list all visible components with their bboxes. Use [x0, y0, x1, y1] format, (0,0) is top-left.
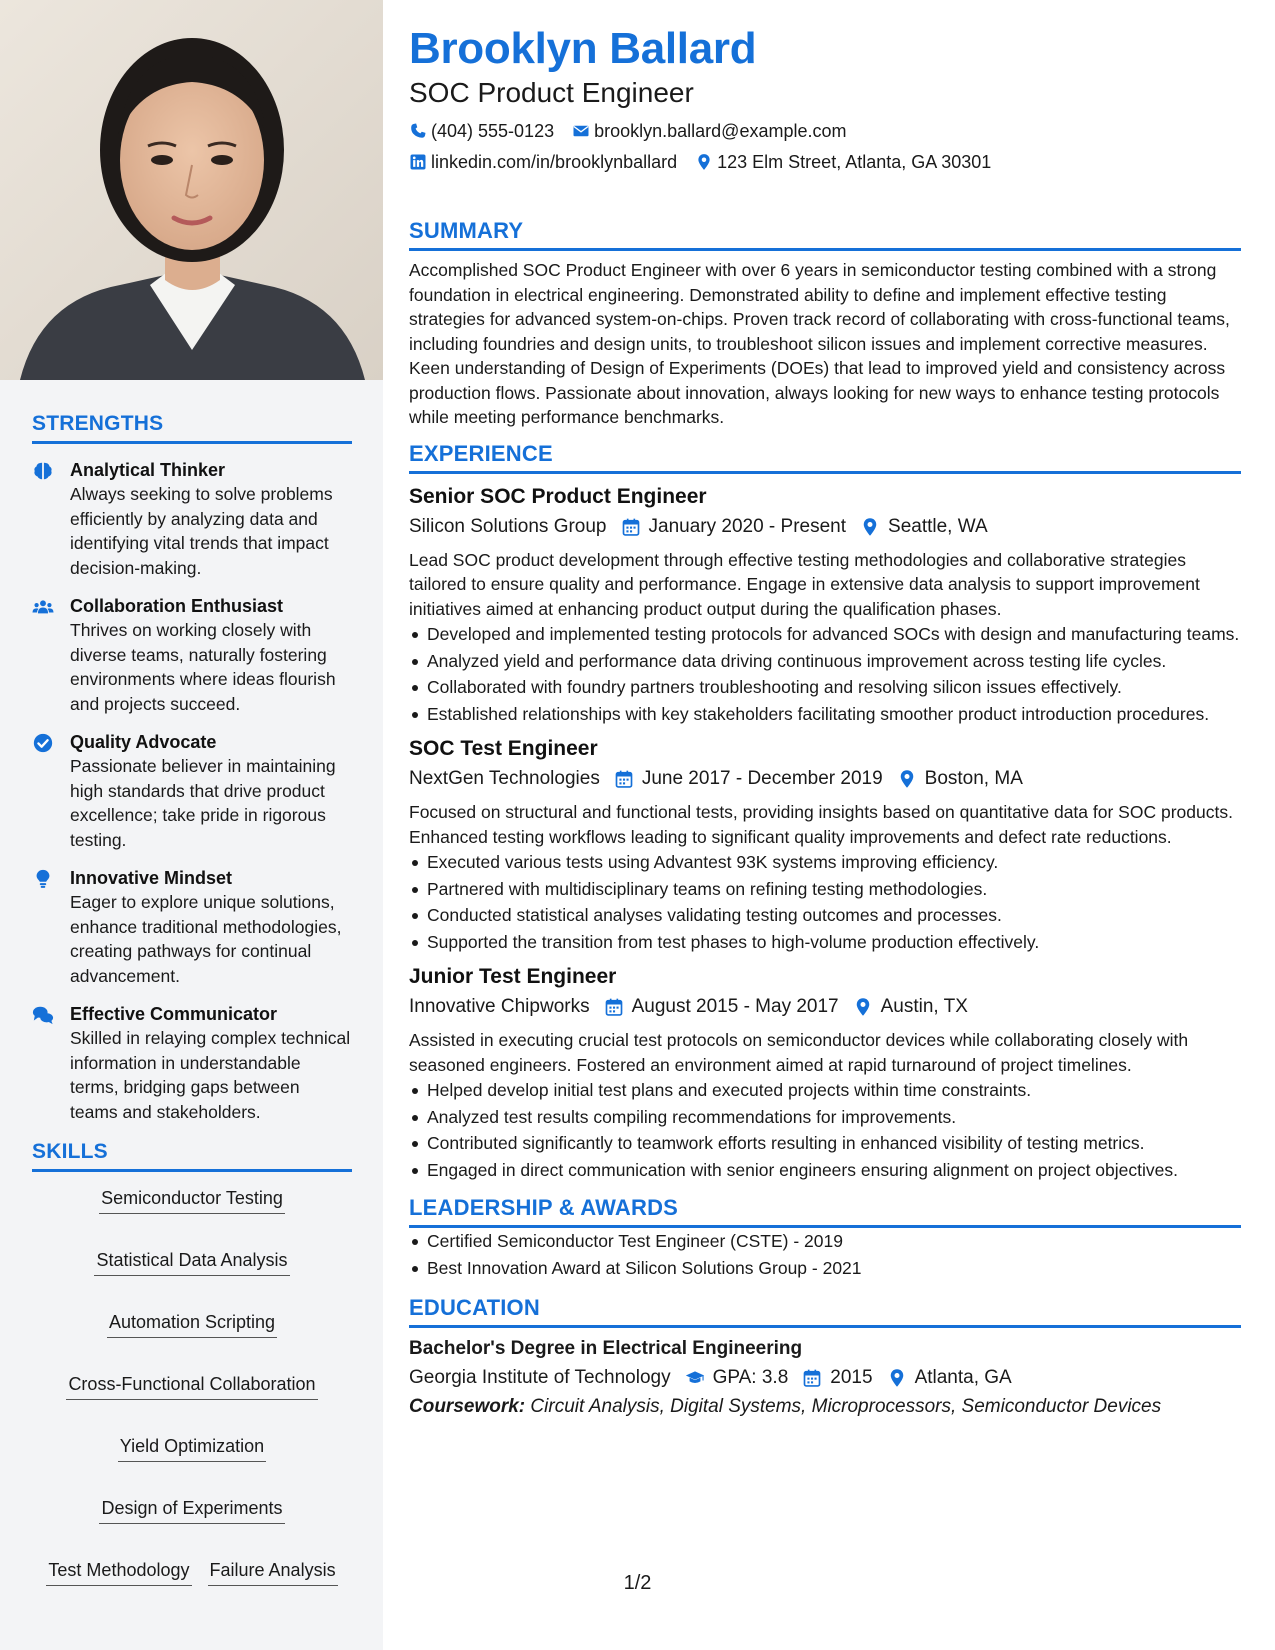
candidate-name: Brooklyn Ballard	[409, 24, 757, 73]
strength-item	[32, 458, 352, 580]
gpa-text: GPA: 3.8	[712, 1367, 789, 1388]
strength-item	[32, 594, 352, 716]
strength-item	[32, 866, 352, 988]
job-meta	[409, 514, 1241, 540]
email-link[interactable]: brooklyn.ballard@example.com	[594, 121, 847, 141]
coursework	[409, 1394, 1241, 1420]
school-location	[885, 1365, 1012, 1391]
job-dates	[602, 994, 839, 1020]
address-text: 123 Elm Street, Atlanta, GA 30301	[717, 152, 992, 172]
strength-desc: Skilled in relaying complex technical information in understandable terms, bridging gaps between teams and stakeholders.	[70, 1028, 351, 1122]
calendar-icon	[802, 1368, 822, 1388]
award-item: Certified Semiconductor Test Engineer (CSTE) - 2019	[409, 1229, 1241, 1254]
job-location-text: Austin, TX	[880, 996, 968, 1017]
gpa	[683, 1365, 789, 1391]
phone-icon	[409, 122, 427, 140]
comments-icon	[32, 1002, 70, 1124]
email-contact[interactable]	[572, 120, 846, 142]
job-bullet: Contributed significantly to teamwork efforts resulting in enhanced visibility of testing metrics.	[409, 1131, 1241, 1156]
location-pin-icon	[695, 153, 713, 171]
profile-photo	[0, 0, 383, 380]
page-number-text: 1/2	[623, 1572, 652, 1594]
job-bullet: Partnered with multidisciplinary teams on refining testing methodologies.	[409, 877, 1241, 902]
company-name: Silicon Solutions Group	[409, 515, 607, 537]
job-dates	[612, 766, 883, 792]
strengths-heading: STRENGTHS	[32, 412, 352, 444]
school-name: Georgia Institute of Technology	[409, 1367, 671, 1388]
strength-desc: Thrives on working closely with diverse teams, naturally fostering environments where ideas flourish and projects succeed.	[70, 620, 336, 714]
page-number	[0, 1572, 1275, 1595]
calendar-icon	[614, 769, 634, 789]
strength-title: Innovative Mindset	[70, 868, 233, 888]
job-title: Junior Test Engineer	[409, 965, 617, 988]
company-name: Innovative Chipworks	[409, 996, 590, 1017]
job-description: Lead SOC product development through effective testing methodologies and collaborative strategies tailored to ensure quality and performance. Engage in extensive data analysis to support improvement initiatives aimed at enhancing product output during the qualification phases.	[409, 549, 1200, 619]
job-bullet: Analyzed test results compiling recommendations for improvements.	[409, 1105, 1241, 1130]
job-bullets	[409, 1078, 1241, 1182]
company-name: NextGen Technologies	[409, 768, 600, 789]
skill-tag: Yield Optimization	[118, 1434, 266, 1462]
job-dates	[619, 514, 847, 540]
summary-heading: SUMMARY	[409, 217, 1241, 251]
job-dates-text: June 2017 - December 2019	[641, 768, 883, 789]
job-bullet: Helped develop initial test plans and executed projects within time constraints.	[409, 1078, 1241, 1103]
award-item: Best Innovation Award at Silicon Solutions Group - 2021	[409, 1256, 1241, 1281]
skills-heading: SKILLS	[32, 1140, 352, 1172]
graduation-year-text: 2015	[830, 1367, 873, 1388]
job-location	[858, 514, 988, 540]
address-contact	[695, 151, 991, 173]
skill-tag: Test Methodology	[46, 1558, 191, 1586]
leadership-list	[409, 1229, 1241, 1280]
job-dates-text: January 2020 - Present	[648, 515, 847, 537]
skill-tag: Failure Analysis	[208, 1558, 338, 1586]
strength-title: Analytical Thinker	[70, 460, 226, 480]
strength-item	[32, 1002, 352, 1124]
sidebar	[0, 0, 383, 1650]
strength-title: Effective Communicator	[70, 1004, 278, 1024]
phone-contact	[409, 120, 554, 142]
job-bullet: Analyzed yield and performance data driving continuous improvement across testing life cycles.	[409, 649, 1241, 674]
school-location-text: Atlanta, GA	[914, 1367, 1012, 1388]
experience-heading: EXPERIENCE	[409, 440, 1241, 474]
lightbulb-icon	[32, 866, 70, 988]
candidate-title: SOC Product Engineer	[409, 77, 694, 108]
education-meta	[409, 1365, 1241, 1391]
job-title: Senior SOC Product Engineer	[409, 484, 707, 508]
job-bullets	[409, 622, 1241, 726]
education-heading: EDUCATION	[409, 1294, 1241, 1328]
calendar-icon	[604, 997, 624, 1017]
skill-tag: Automation Scripting	[107, 1310, 277, 1338]
degree-title: Bachelor's Degree in Electrical Engineering	[409, 1338, 803, 1359]
coursework-label: Coursework:	[409, 1396, 526, 1417]
strength-desc: Always seeking to solve problems efficiently by analyzing data and identifying vital trends that impact decision-making.	[70, 484, 333, 578]
graduation-year	[800, 1365, 872, 1391]
job-bullet: Executed various tests using Advantest 93K systems improving efficiency.	[409, 850, 1241, 875]
job-meta	[409, 994, 1241, 1020]
job-bullet: Established relationships with key stakeholders facilitating smoother product introduction procedures.	[409, 702, 1241, 727]
strength-desc: Eager to explore unique solutions, enhance traditional methodologies, creating pathways for continual advancement.	[70, 892, 342, 986]
calendar-icon	[621, 517, 641, 537]
job-description: Focused on structural and functional tests, providing insights based on quantitative data for SOC products. Enhanced testing workflows leading to significant quality improvements and defect rate reductions.	[409, 802, 1233, 847]
contact-row	[409, 120, 1241, 142]
job-title: SOC Test Engineer	[409, 737, 598, 760]
strength-title: Quality Advocate	[70, 732, 217, 752]
job-meta	[409, 766, 1241, 792]
check-circle-icon	[32, 730, 70, 852]
job-location-text: Seattle, WA	[888, 515, 988, 537]
job-entry	[409, 963, 1241, 1182]
phone-text: (404) 555-0123	[431, 121, 555, 141]
leadership-heading: LEADERSHIP & AWARDS	[409, 1194, 1241, 1228]
strength-item	[32, 730, 352, 852]
job-location	[895, 766, 1023, 792]
linkedin-icon	[409, 153, 427, 171]
job-bullet: Engaged in direct communication with senior engineers ensuring alignment on project objectives.	[409, 1158, 1241, 1183]
job-location	[851, 994, 968, 1020]
location-pin-icon	[887, 1368, 907, 1388]
location-pin-icon	[853, 997, 873, 1017]
users-icon	[32, 594, 70, 716]
job-location-text: Boston, MA	[924, 768, 1023, 789]
coursework-text: Circuit Analysis, Digital Systems, Microprocessors, Semiconductor Devices	[530, 1396, 1162, 1417]
job-bullet: Conducted statistical analyses validating testing outcomes and processes.	[409, 903, 1241, 928]
job-description: Assisted in executing crucial test protocols on semiconductor devices while collaborating closely with seasoned engineers. Fostered an environment aimed at rapid turnaround of project timelines.	[409, 1030, 1189, 1075]
skill-tag: Design of Experiments	[99, 1496, 284, 1524]
job-entry	[409, 483, 1241, 727]
linkedin-contact[interactable]	[409, 151, 677, 173]
brain-icon	[32, 458, 70, 580]
skill-tag: Cross-Functional Collaboration	[66, 1372, 317, 1400]
job-bullets	[409, 850, 1241, 954]
strength-title: Collaboration Enthusiast	[70, 596, 284, 616]
skills-list	[32, 1186, 352, 1586]
location-pin-icon	[897, 769, 917, 789]
graduation-cap-icon	[685, 1368, 705, 1388]
job-bullet: Collaborated with foundry partners troubleshooting and resolving silicon issues effectively.	[409, 675, 1241, 700]
linkedin-link[interactable]: linkedin.com/in/brooklynballard	[431, 152, 678, 172]
job-dates-text: August 2015 - May 2017	[631, 996, 839, 1017]
skill-tag: Statistical Data Analysis	[94, 1248, 289, 1276]
strengths-list	[32, 458, 352, 1124]
location-pin-icon	[860, 517, 880, 537]
envelope-icon	[572, 122, 590, 140]
job-bullet: Supported the transition from test phases to high-volume production effectively.	[409, 930, 1241, 955]
job-bullet: Developed and implemented testing protocols for advanced SOCs with design and manufacturing teams.	[409, 622, 1241, 647]
job-entry	[409, 735, 1241, 954]
contact-row-2	[409, 151, 1241, 173]
main-content	[409, 22, 1241, 1420]
summary-text: Accomplished SOC Product Engineer with over 6 years in semiconductor testing combined with a strong foundation in electrical engineering. Demonstrated ability to define and implement effective testing strategies for advanced system-on-chips. Proven track record of collaborating with cross-functional teams, including foundries and design units, to troubleshoot silicon issues and implement corrective measures. Keen understanding of Design of Experiments (DOEs) that lead to improved yield and consistency across production flows. Passionate about innovation, always looking for new ways to enhance testing protocols while meeting performance benchmarks.	[409, 260, 1230, 427]
strength-desc: Passionate believer in maintaining high standards that drive product excellence; take pride in rigorous testing.	[70, 756, 336, 850]
skill-tag: Semiconductor Testing	[99, 1186, 285, 1214]
